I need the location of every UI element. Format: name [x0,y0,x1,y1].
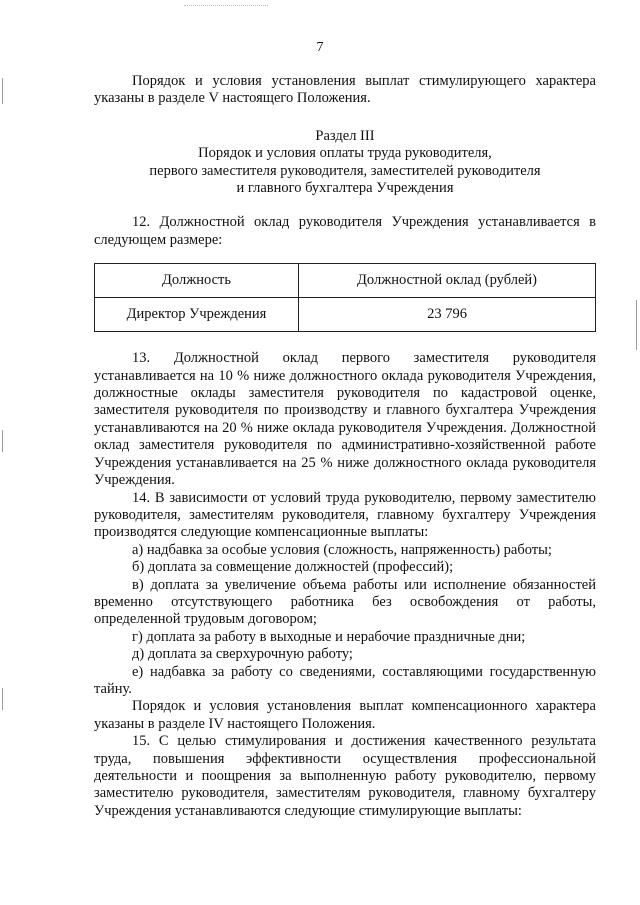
scan-artifact [184,5,268,7]
list-item: в) доплата за увеличение объема работы или исполнение обязанностей временно отсутствующего работника без освобождения от работы, определенной трудовым договором; [94,576,596,628]
list-item: а) надбавка за особые условия (сложность, напряженность) работы; [132,541,552,558]
table-cell-position: Директор Учреждения [95,298,299,332]
table-row [95,298,596,332]
paragraph-14: 14. В зависимости от условий труда руководителю, первому заместителю руководителя, заместителям руководителя, главному бухгалтеру Учреждения производятся следующие компенсационные выплаты: [94,489,596,541]
scan-edge-mark [2,78,3,104]
list-item: б) доплата за совмещение должностей (профессий); [132,559,454,576]
table-header-position: Должность [95,264,299,298]
list-item: г) доплата за работу в выходные и нерабочие праздничные дни; [132,628,526,645]
table-header-salary: Должностной оклад (рублей) [299,264,596,298]
salary-table [94,263,596,332]
scan-edge-mark [2,688,3,710]
scan-edge-mark [2,430,3,452]
compensation-note: Порядок и условия установления выплат компенсационного характера указаны в разделе IV настоящего Положения. [94,698,596,732]
section-title-line: и главного бухгалтера Учреждения [236,180,454,197]
intro-paragraph: Порядок и условия установления выплат стимулирующего характера указаны в разделе V настоящего Положения. [94,73,596,107]
section-title-line: Порядок и условия оплаты труда руководителя, [198,145,492,162]
paragraph-15: 15. С целью стимулирования и достижения качественного результата труда, повышения эффективности осуществления профессиональной деятельности и поощрения за выполненную работу руководителю, первому заместителю руководителя, заместителям руководителя, главному бухгалтеру Учреждения устанавливаются следующие стимулирующие выплаты: [94,733,596,819]
list-item: е) надбавка за работу со сведениями, составляющими государственную тайну. [94,663,596,697]
paragraph-12: 12. Должностной оклад руководителя Учреждения устанавливается в следующем размере: [94,214,596,248]
table-cell-salary: 23 796 [299,298,596,332]
list-item: д) доплата за сверхурочную работу; [132,646,353,663]
page-number: 7 [316,40,324,55]
scan-edge-mark [636,300,637,350]
document-body [94,73,596,820]
section-number: Раздел III [315,127,375,144]
table-header-row [95,264,596,298]
paragraph-13: 13. Должностной оклад первого заместителя руководителя устанавливается на 10 % ниже должностного оклада руководителя Учреждения, должностные оклады заместителя руководителя по кадастровой оценке, заместителя руководителя по производству и главного бухгалтера Учреждения устанавливаются на 20 % ниже оклада руководителя Учреждения. Должностной оклад заместителя руководителя по административно-хозяйственной работе Учреждения устанавливается на 25 % ниже должностного оклада руководителя Учреждения. [94,350,596,489]
section-title-line: первого заместителя руководителя, заместителей руководителя [149,162,541,179]
